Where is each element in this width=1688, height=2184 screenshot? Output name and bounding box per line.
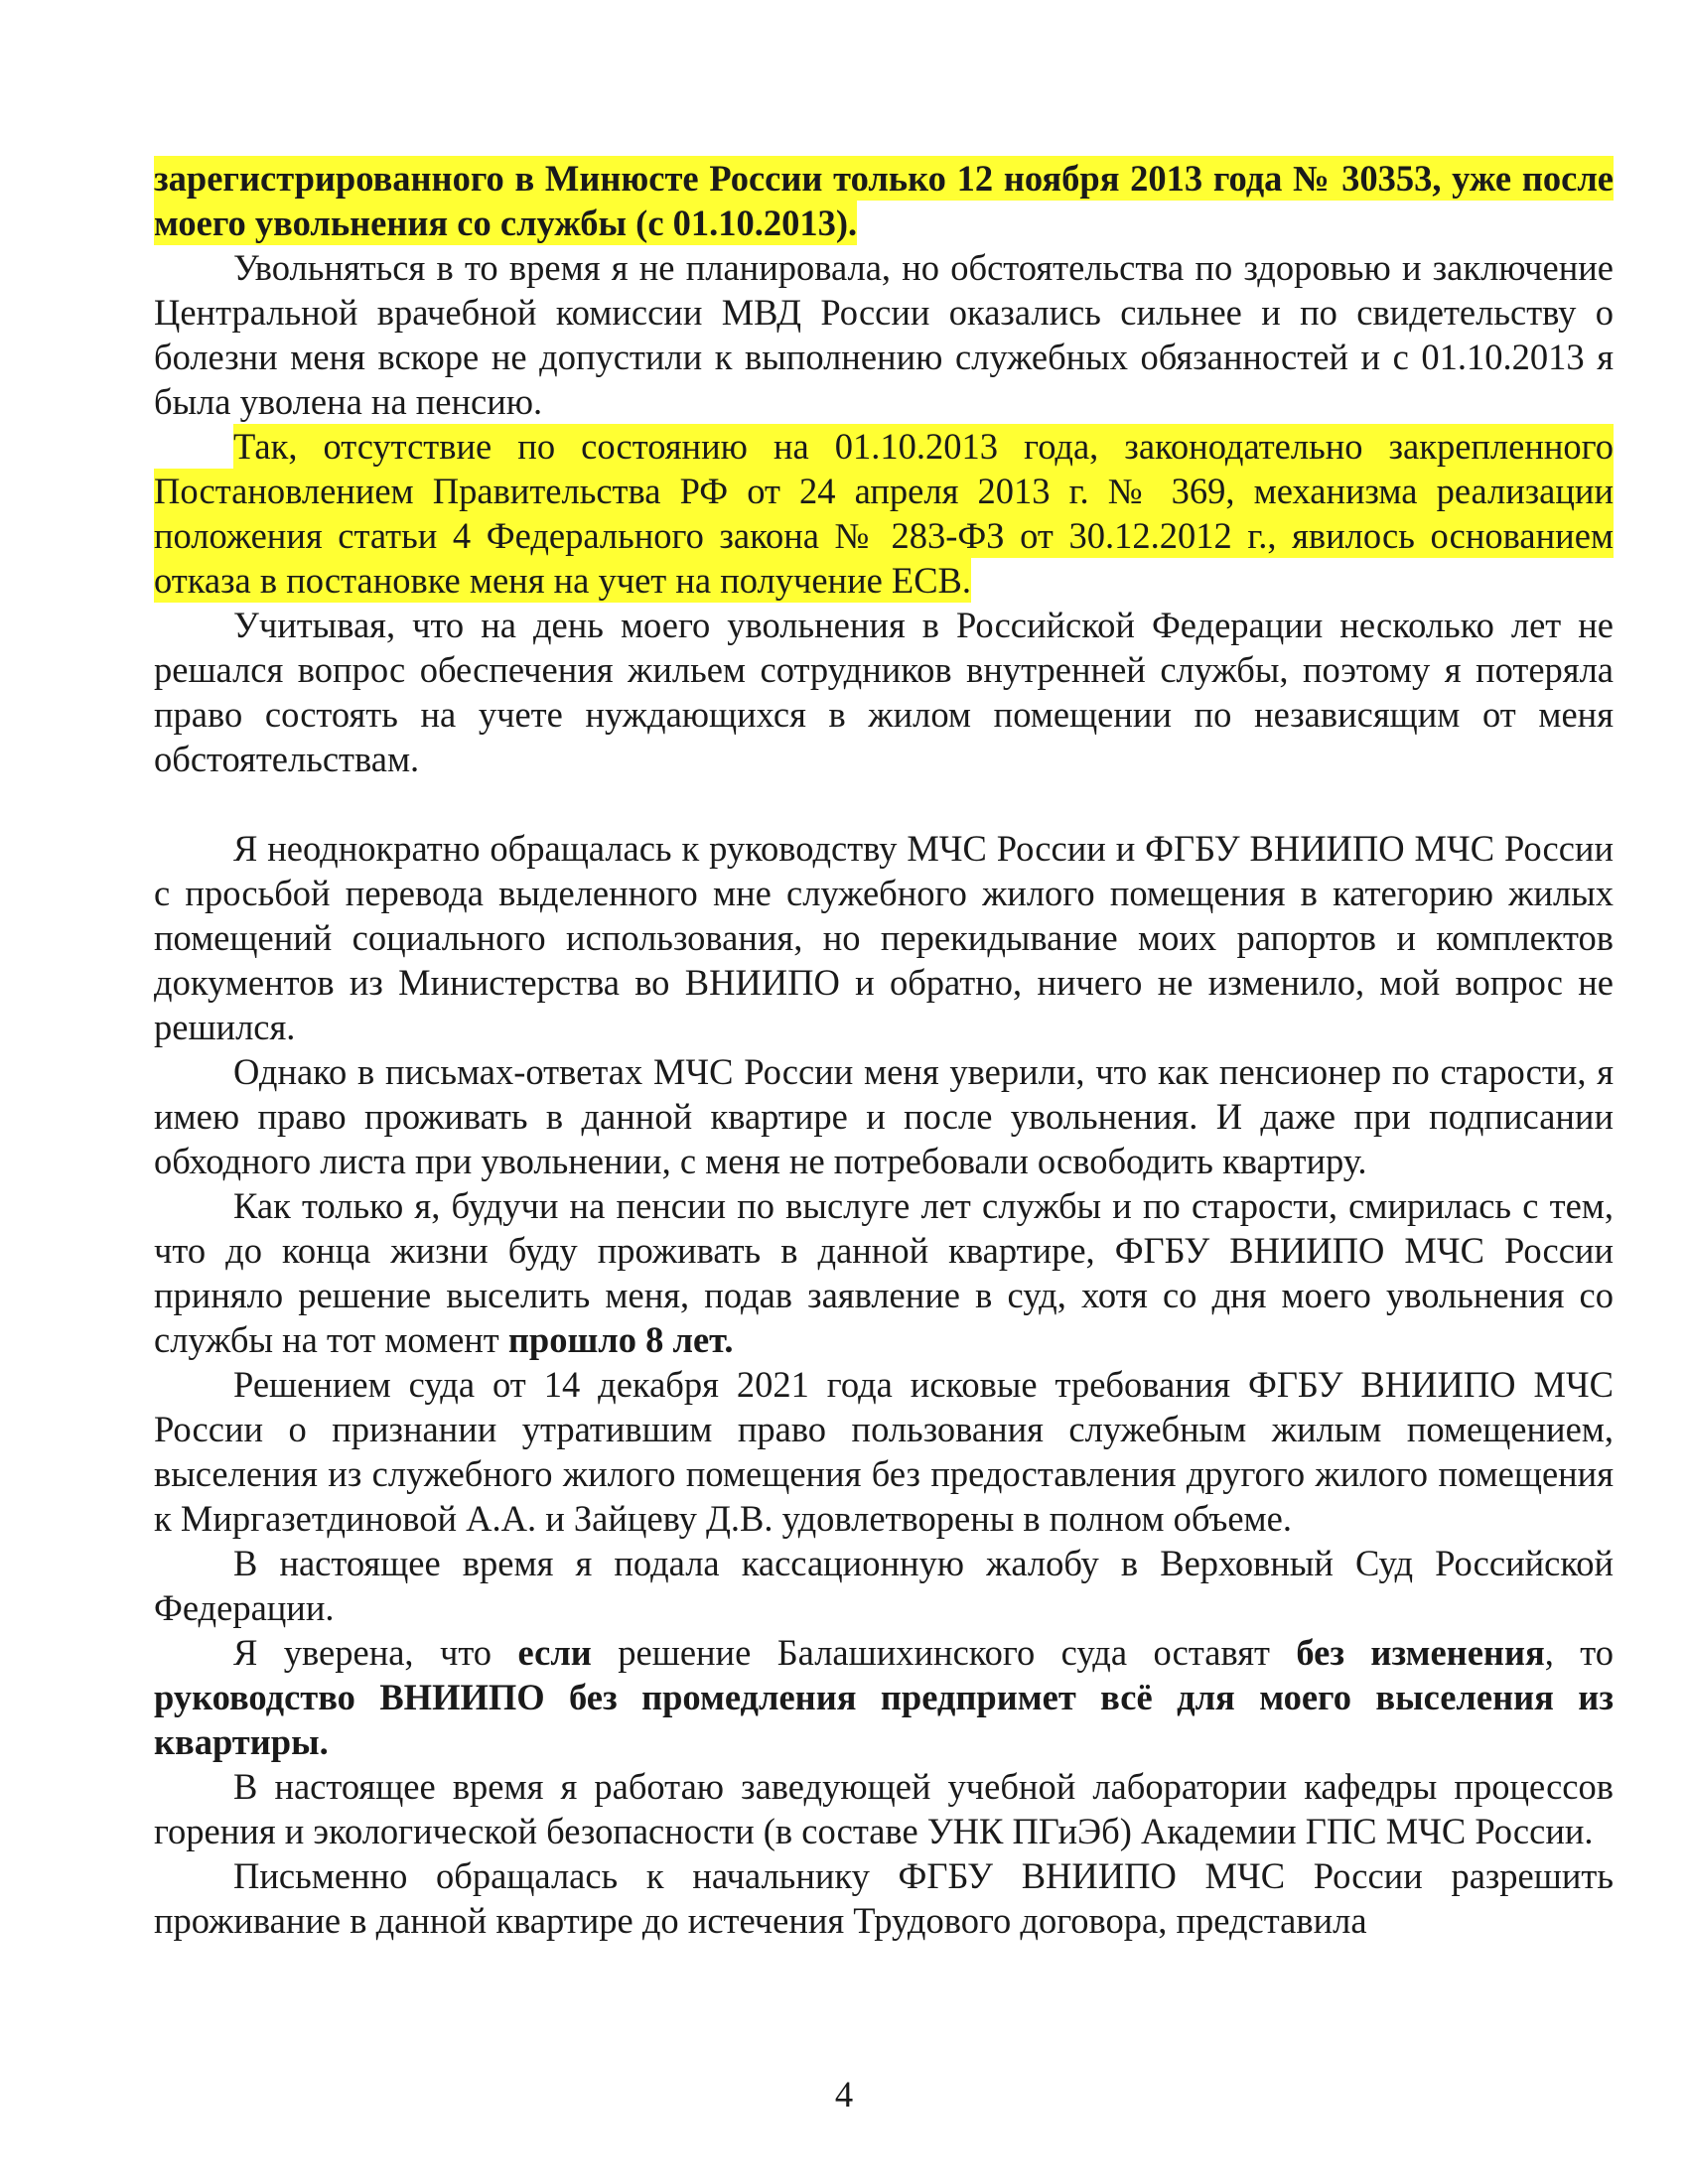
paragraph-1 — [154, 156, 1614, 245]
paragraph-8: Решением суда от 14 декабря 2021 года исковые требования ФГБУ ВНИИПО МЧС России о признании утратившим право пользования служебным жилым помещением, выселения из служебного жилого помещения без предоставления другого жилого помещения к Миргазетдиновой А.А. и Зайцеву Д.В. удовлетворены в полном объеме. — [154, 1364, 1614, 1539]
paragraph-10-text-c: решение Балашихинского суда оставят — [591, 1632, 1297, 1673]
paragraph-12: Письменно обращалась к начальнику ФГБУ ВНИИПО МЧС России разрешить проживание в данной квартире до истечения Трудового договора, представила — [154, 1855, 1614, 1941]
paragraph-10-bold-conclusion: руководство ВНИИПО без промедления предпримет всё для моего выселения из квартиры. — [154, 1677, 1614, 1762]
paragraph-3 — [154, 424, 1614, 603]
paragraph-9: В настоящее время я подала кассационную жалобу в Верховный Суд Российской Федерации. — [154, 1543, 1614, 1628]
paragraph-6: Однако в письмах-ответах МЧС России меня уверили, что как пенсионер по старости, я имею право проживать в данной квартире и после увольнения. И даже при подписании обходного листа при увольнении, с меня не потребовали освободить квартиру. — [154, 1051, 1614, 1181]
paragraph-10-text-a: Я уверена, что — [233, 1632, 518, 1673]
page-number: 4 — [834, 2074, 854, 2115]
paragraph-10-bold-if: если — [517, 1632, 592, 1673]
paragraph-7 — [154, 1183, 1614, 1362]
paragraph-7-bold: прошло 8 лет. — [507, 1319, 734, 1360]
highlighted-text: Так, отсутствие по состоянию на 01.10.2013 года, законодательно закрепленного Постановлением Правительства РФ от 24 апреля 2013 г. № 369, механизма реализации положения статьи 4 Федерального закона № 283-ФЗ от 30.12.2012 г., явилось основанием отказа в постановке меня на учет на получение ЕСВ. — [154, 426, 1614, 601]
paragraph-2: Увольняться в то время я не планировала, но обстоятельства по здоровью и заключение Центральной врачебной комиссии МВД России оказались сильнее и по свидетельству о болезни меня вскоре не допустили к выполнению служебных обязанностей и с 01.10.2013 я была уволена на пенсию. — [154, 247, 1614, 422]
paragraph-11: В настоящее время я работаю заведующей учебной лаборатории кафедры процессов горения и экологической безопасности (в составе УНК ПГиЭб) Академии ГПС МЧС России. — [154, 1766, 1614, 1851]
paragraph-10 — [154, 1630, 1614, 1764]
document-body — [154, 156, 1614, 1943]
paragraph-7-text: Как только я, будучи на пенсии по выслуге лет службы и по старости, смирилась с тем, что до конца жизни буду проживать в данной квартире, ФГБУ ВНИИПО МЧС России приняло решение выселить меня, подав заявление в суд, хотя со дня моего увольнения со службы на тот момент — [154, 1185, 1614, 1360]
paragraph-4: Учитывая, что на день моего увольнения в Российской Федерации несколько лет не решался вопрос обеспечения жильем сотрудников внутренней службы, поэтому я потеряла право состоять на учете нуждающихся в жилом помещении по независящим от меня обстоятельствам. — [154, 605, 1614, 779]
paragraph-5: Я неоднократно обращалась к руководству МЧС России и ФГБУ ВНИИПО МЧС России с просьбой перевода выделенного мне служебного жилого помещения в категорию жилых помещений социального использования, но перекидывание моих рапортов и комплектов документов из Министерства во ВНИИПО и обратно, ничего не изменило, мой вопрос не решился. — [154, 828, 1614, 1047]
paragraph-10-bold-unchanged: без изменения — [1296, 1632, 1545, 1673]
highlighted-bold-text: зарегистрированного в Минюсте России только 12 ноября 2013 года № 30353, уже после моего увольнения со службы (с 01.10.2013). — [154, 158, 1614, 243]
paragraph-10-text-e: , то — [1544, 1632, 1615, 1673]
